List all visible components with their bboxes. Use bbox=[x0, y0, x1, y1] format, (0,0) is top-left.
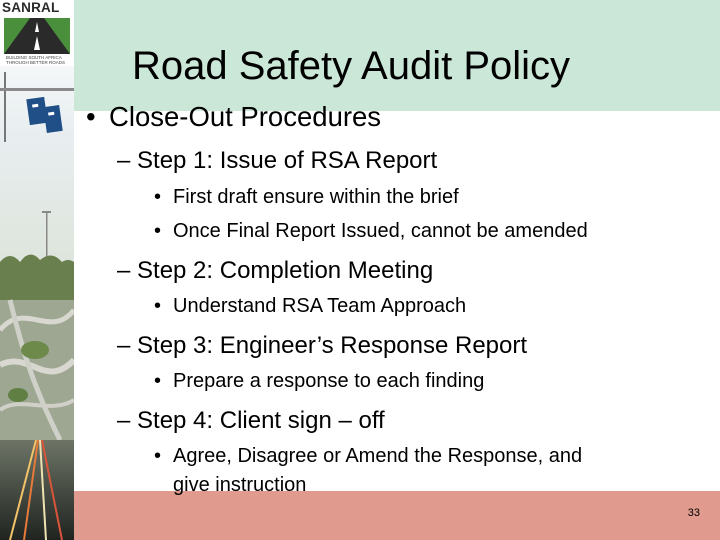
slide-title: Road Safety Audit Policy bbox=[132, 44, 571, 88]
footer-band bbox=[74, 491, 720, 540]
step-1-bullet-1: First draft ensure within the brief bbox=[173, 186, 459, 208]
step-4-bullet-1: Agree, Disagree or Amend the Response, and bbox=[173, 445, 583, 467]
logo-tagline-1: BUILDING SOUTH AFRICA bbox=[6, 55, 62, 60]
step-4-label: – Step 4: Client sign – off bbox=[117, 407, 385, 434]
step-3-bullet-1: Prepare a response to each finding bbox=[173, 370, 485, 392]
logo-tagline-2: THROUGH BETTER ROADS bbox=[6, 60, 66, 65]
sanral-logo bbox=[0, 0, 74, 66]
main-bullet: Close-Out Procedures bbox=[109, 101, 382, 132]
bullet-dot: • bbox=[154, 370, 162, 392]
highway-photo-strip bbox=[0, 0, 74, 540]
page-number: 33 bbox=[687, 507, 700, 519]
bullet-dot: • bbox=[154, 295, 162, 317]
step-3-label: – Step 3: Engineer’s Response Report bbox=[117, 332, 528, 359]
step-2-label: – Step 2: Completion Meeting bbox=[117, 257, 434, 284]
step-1-label: – Step 1: Issue of RSA Report bbox=[117, 147, 438, 174]
bullet-dot: • bbox=[154, 186, 162, 208]
logo-wordmark: SANRAL bbox=[2, 0, 60, 15]
bullet-dot: • bbox=[86, 101, 96, 132]
step-2-bullet-1: Understand RSA Team Approach bbox=[173, 295, 467, 317]
step-4-bullet-1-cont: give instruction bbox=[173, 474, 307, 496]
bullet-dot: • bbox=[154, 220, 162, 242]
logo-road-icon bbox=[4, 18, 70, 54]
bullet-dot: • bbox=[154, 445, 162, 467]
step-1-bullet-2: Once Final Report Issued, cannot be amended bbox=[173, 220, 588, 242]
